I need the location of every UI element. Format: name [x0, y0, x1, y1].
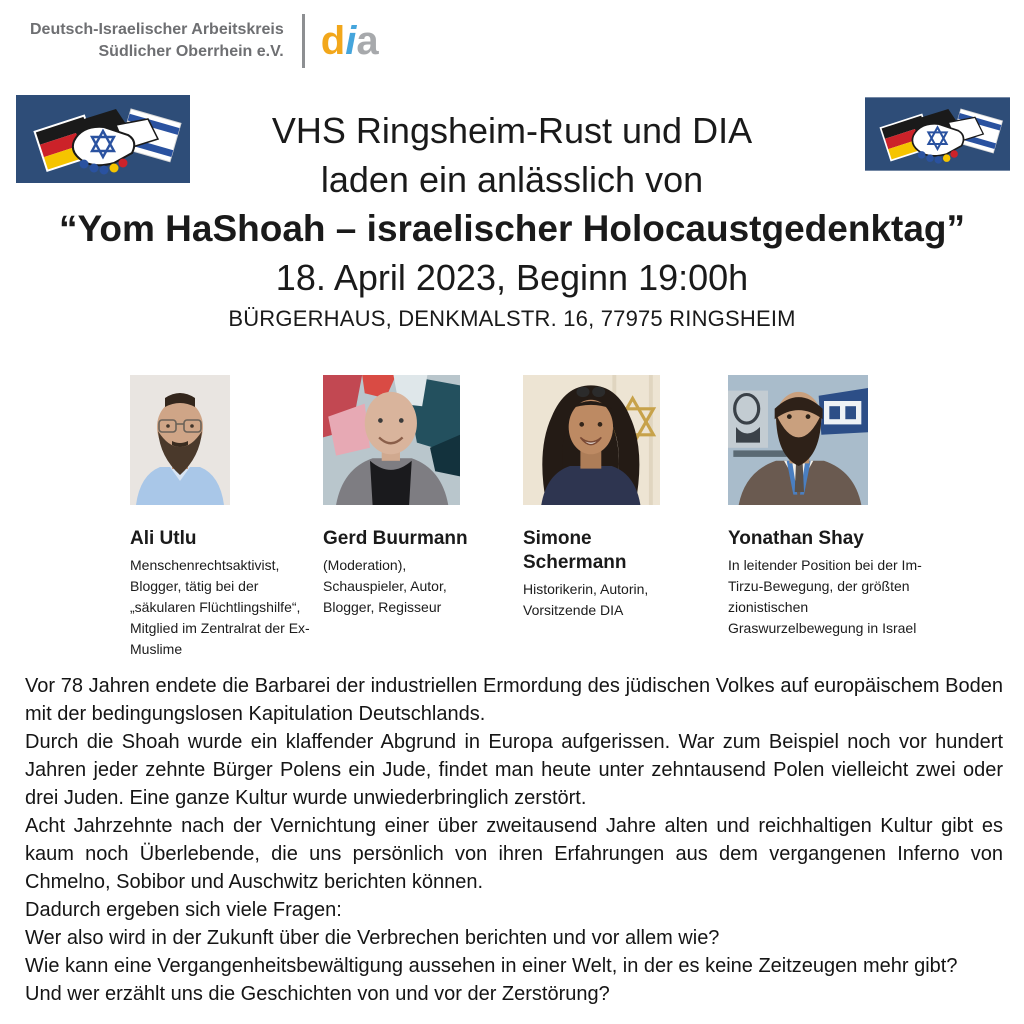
speaker-name: Yonathan Shay: [728, 528, 864, 549]
question-2: Wie kann eine Vergangenheitsbewältigung aussehen in einer Welt, in der es keine Zeitzeugen mehr gibt?: [25, 955, 958, 977]
event-title-block: [0, 106, 1024, 336]
dia-acronym: [321, 21, 379, 61]
portrait-ali-utlu-photo: [130, 375, 230, 505]
dia-letter-a: a: [356, 19, 379, 63]
speaker-name: Simone Schermann: [523, 528, 627, 573]
host-line: VHS Ringsheim-Rust und DIA: [271, 110, 753, 151]
dia-letter-i: i: [345, 19, 357, 63]
speaker-simone-schermann: [523, 375, 693, 660]
organization-name-line1: Deutsch-Israelischer Arbeitskreis: [30, 21, 284, 38]
speaker-gerd-buurmann: [323, 375, 488, 660]
event-date-time: 18. April 2023, Beginn 19:00h: [275, 257, 749, 298]
speakers-row: [130, 375, 923, 660]
event-venue: BÜRGERHAUS, DENKMALSTR. 16, 77975 RINGSHEIM: [228, 306, 796, 331]
organization-name: [30, 19, 284, 63]
question-3: Und wer erzählt uns die Geschichten von und vor der Zerstörung?: [25, 983, 610, 1005]
portrait-gerd-buurmann-photo: [323, 375, 460, 505]
speaker-ali-utlu: [130, 375, 312, 660]
speaker-description: Historikerin, Autorin, Vorsitzende DIA: [523, 581, 649, 618]
portrait-simone-schermann-photo: [523, 375, 660, 505]
body-text: [25, 672, 1003, 1008]
paragraph-2: Durch die Shoah wurde ein klaffender Abgrund in Europa aufgerissen. War zum Beispiel noch vor hundert Jahren jeder zehnte Bürger Polens ein Jude, findet man heute unter zehntausend Polen vielleicht zwei oder drei Juden. Eine ganze Kultur wurde unwiederbringlich zerstört.: [25, 731, 1003, 809]
speaker-name: Ali Utlu: [130, 528, 197, 549]
invitation-line: laden ein anlässlich von: [320, 159, 704, 200]
questions-intro: Dadurch ergeben sich viele Fragen:: [25, 899, 342, 921]
paragraph-1: Vor 78 Jahren endete die Barbarei der industriellen Ermordung des jüdischen Volkes auf europäischem Boden mit der bedingungslosen Kapitulation Deutschlands.: [25, 675, 1003, 725]
speaker-name: Gerd Buurmann: [323, 528, 468, 549]
dia-letter-d: d: [320, 19, 346, 63]
speaker-description: (Moderation), Schauspieler, Autor, Blogger, Regisseur: [323, 557, 447, 615]
paragraph-3: Acht Jahrzehnte nach der Vernichtung einer über zweitausend Jahre alten und reichhaltigen Kultur gibt es kaum noch Überlebende, die uns persönlich von ihren Erfahrungen aus dem vergangenen Inferno von Chmelno, Sobibor und Auschwitz berichten können.: [25, 815, 1003, 893]
speaker-yonathan-shay: [728, 375, 923, 660]
speaker-description: In leitender Position bei der Im-Tirzu-Bewegung, der größten zionistischen Graswurzelbewegung in Israel: [728, 557, 922, 636]
logo-divider: [302, 14, 305, 68]
speaker-description: Menschenrechtsaktivist, Blogger, tätig bei der „säkularen Flüchtlingshilfe“, Mitglied im Zentralrat der Ex-Muslime: [130, 557, 310, 657]
question-1: Wer also wird in der Zukunft über die Verbrechen berichten und vor allem wie?: [25, 927, 720, 949]
event-name: “Yom HaShoah – israelischer Holocaustgedenktag”: [58, 208, 966, 249]
portrait-yonathan-shay-photo: [728, 375, 868, 505]
dia-logo: [30, 14, 379, 68]
organization-name-line2: Südlicher Oberrhein e.V.: [98, 43, 284, 60]
